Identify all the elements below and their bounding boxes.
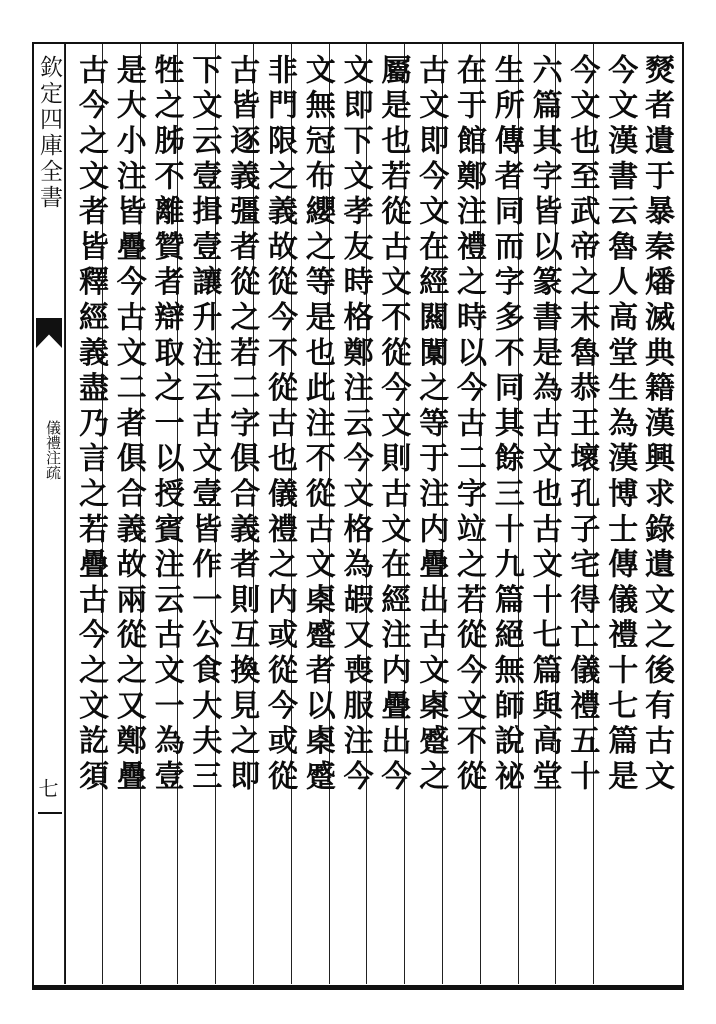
column-text: 文無冠布纓之等是也此注不從古文㮚蹙者以㮚蹙 — [299, 54, 335, 796]
book-title: 欽定四庫全書 — [36, 55, 62, 211]
column-text: 在于館鄭注禮之時以今古二字竝之若從今文不從 — [451, 54, 486, 796]
section-title: 儀禮注疏 — [44, 420, 62, 480]
column-text: 是大小注皆疊今古文二者俱合義故兩從之又鄭疊 — [110, 54, 146, 796]
column-text: 屬是也若從古文不從今文則古文在經注内疊出今 — [375, 54, 411, 796]
column-text: 文即下文孝友時格鄭注云今文格為嘏又喪服注今 — [337, 54, 373, 796]
column-text: 古皆逐義彊者從之若二字俱合義者則互換見之即 — [224, 54, 260, 796]
column-text: 牲之胏不離贊者辯取之一以授賓注云古文一為壹 — [148, 54, 184, 796]
column-text: 古今之文者皆釋經義盡乃言之若疊古今之文訖須 — [73, 54, 108, 796]
column-text: 古文即今文在經闗闑之等于注内疊出古文㮚蹙之 — [413, 54, 449, 796]
column-text: 今文漢書云魯人高堂生為漢博士傳儀禮十七篇是 — [602, 54, 638, 796]
column-text: 六篇其字皆以篆書是為古文也古文十七篇與高堂 — [526, 54, 562, 796]
column-text: 燹者遺于暴秦燔滅典籍漢興求錄遺文之後有古文 — [639, 54, 674, 796]
text-column — [64, 44, 115, 984]
column-text: 今文也至武帝之末魯恭王壞孔子宅得亡儀禮五十 — [564, 54, 600, 796]
column-text: 非門限之義故從今不從古也儀禮之内或從今或從 — [262, 54, 297, 796]
column-text: 下文云壹揖壹讓升注云古文壹皆作一公食大夫三 — [186, 54, 222, 796]
page-number-rule — [38, 812, 62, 814]
text-columns — [64, 44, 682, 984]
page-number: 七 — [35, 778, 59, 798]
bottom-rule — [32, 985, 684, 988]
column-text: 生所傳者同而字多不同其餘三十九篇絕無師說祕 — [488, 54, 524, 796]
